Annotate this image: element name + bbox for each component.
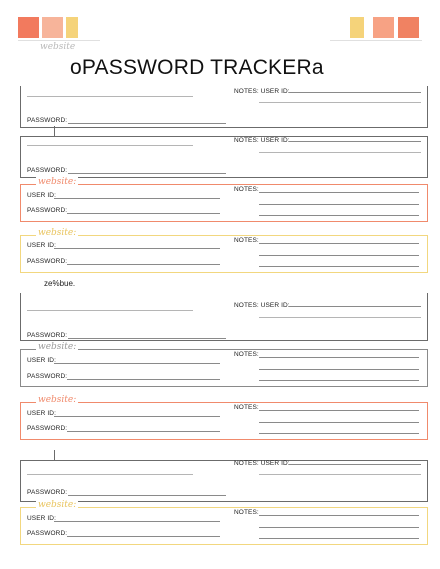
notes-line[interactable]: [259, 266, 419, 267]
entry-box: [20, 402, 428, 440]
header-accent-square: [398, 17, 419, 38]
header-website-script: website: [40, 42, 76, 52]
box-corner-line: [20, 136, 54, 137]
notes-label: NOTES:: [234, 404, 259, 411]
user-id-line[interactable]: [54, 363, 220, 364]
box-corner-tick: [54, 126, 55, 136]
notes-line[interactable]: [259, 255, 419, 256]
password-line[interactable]: [67, 264, 220, 265]
notes-line[interactable]: [259, 538, 419, 539]
password-label: PASSWORD:: [27, 489, 68, 496]
password-line[interactable]: [68, 123, 226, 124]
password-line[interactable]: [68, 495, 226, 496]
user-id-label: USER ID:: [27, 242, 56, 249]
notes-line[interactable]: [259, 515, 419, 516]
stray-text: ze%bue.: [44, 279, 76, 288]
notes-user-id-label: NOTES: USER ID:: [234, 88, 290, 95]
password-line[interactable]: [67, 536, 220, 537]
notes-line[interactable]: [289, 92, 421, 93]
password-label: PASSWORD:: [27, 425, 68, 432]
notes-line[interactable]: [289, 141, 421, 142]
website-line: [27, 474, 193, 475]
website-line: [27, 145, 193, 146]
notes-line[interactable]: [259, 204, 419, 205]
user-id-line[interactable]: [54, 416, 220, 417]
notes-line[interactable]: [289, 464, 421, 465]
password-line[interactable]: [67, 431, 220, 432]
notes-line[interactable]: [259, 102, 421, 103]
notes-line[interactable]: [259, 215, 419, 216]
page-title: oPASSWORD TRACKERa: [70, 56, 324, 79]
password-label: PASSWORD:: [27, 207, 68, 214]
header-accent-square: [42, 17, 63, 38]
website-line: [27, 96, 193, 97]
notes-user-id-label: NOTES: USER ID:: [234, 302, 290, 309]
header-accent-square: [66, 17, 78, 38]
notes-label: NOTES:: [234, 351, 259, 358]
website-script: website:: [38, 342, 77, 352]
notes-line[interactable]: [289, 306, 421, 307]
password-line[interactable]: [68, 338, 226, 339]
notes-line[interactable]: [259, 410, 419, 411]
user-id-label: USER ID:: [27, 515, 56, 522]
password-label: PASSWORD:: [27, 167, 68, 174]
password-line[interactable]: [67, 379, 220, 380]
notes-label: NOTES:: [234, 509, 259, 516]
website-line: [27, 310, 193, 311]
box-corner-tick: [54, 450, 55, 460]
website-script: website:: [38, 395, 77, 405]
user-id-line[interactable]: [54, 198, 220, 199]
header-accent-square: [373, 17, 394, 38]
user-id-line[interactable]: [54, 521, 220, 522]
entry-box: [20, 136, 428, 178]
notes-line[interactable]: [259, 527, 419, 528]
notes-line[interactable]: [259, 357, 419, 358]
entry-box: [20, 507, 428, 545]
notes-label: NOTES:: [234, 237, 259, 244]
entry-box: [20, 184, 428, 222]
notes-user-id-label: NOTES: USER ID:: [234, 460, 290, 467]
notes-line[interactable]: [259, 243, 419, 244]
notes-line[interactable]: [259, 474, 421, 475]
header-accent-square: [350, 17, 364, 38]
header-accent-square: [18, 17, 39, 38]
entry-box: [20, 235, 428, 273]
notes-line[interactable]: [259, 422, 419, 423]
user-id-label: USER ID:: [27, 410, 56, 417]
notes-label: NOTES:: [234, 186, 259, 193]
notes-line[interactable]: [259, 317, 421, 318]
password-label: PASSWORD:: [27, 258, 68, 265]
notes-line[interactable]: [259, 152, 421, 153]
header-rule: [18, 40, 100, 41]
header-rule: [330, 40, 422, 41]
user-id-label: USER ID:: [27, 357, 56, 364]
website-script: website:: [38, 500, 77, 510]
entry-box: [20, 349, 428, 387]
password-label: PASSWORD:: [27, 373, 68, 380]
password-label: PASSWORD:: [27, 117, 68, 124]
website-script: website:: [38, 177, 77, 187]
website-script: website:: [38, 228, 77, 238]
user-id-line[interactable]: [54, 248, 220, 249]
user-id-label: USER ID:: [27, 192, 56, 199]
notes-line[interactable]: [259, 369, 419, 370]
notes-line[interactable]: [259, 433, 419, 434]
password-label: PASSWORD:: [27, 530, 68, 537]
notes-line[interactable]: [259, 380, 419, 381]
password-label: PASSWORD:: [27, 332, 68, 339]
notes-line[interactable]: [259, 192, 419, 193]
password-line[interactable]: [67, 213, 220, 214]
password-line[interactable]: [68, 173, 226, 174]
notes-user-id-label: NOTES: USER ID:: [234, 137, 290, 144]
